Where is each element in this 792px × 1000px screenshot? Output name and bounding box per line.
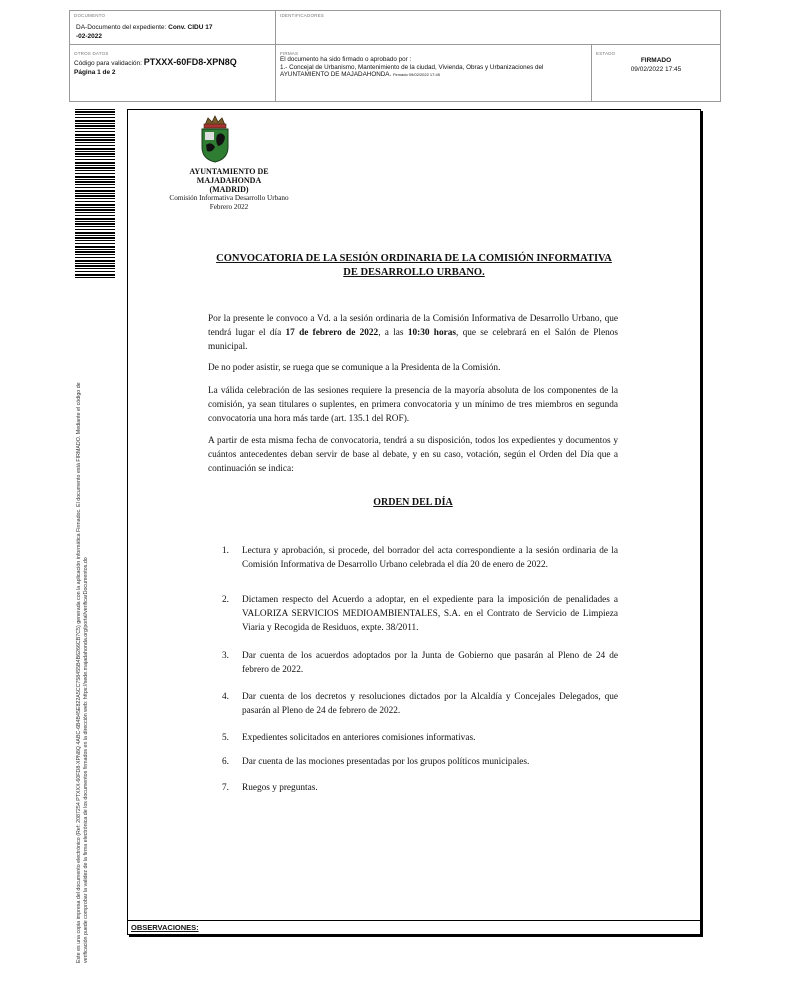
p1-text-b: , a las [378,328,408,338]
documento-label: DOCUMENTO [74,13,106,18]
agenda-item [222,781,618,795]
estado-value: FIRMADO [640,57,672,64]
verification-sidebar-text [76,303,90,963]
p1-text-a: Por la presente le convoco a Vd. a la sesión ordinaria de la Comisión Informativa de Desarrollo Urbano, que tendrá lugar el día [208,314,618,338]
session-time: 10:30 horas [407,328,456,338]
org-name-line-1: AYUNTAMIENTO DE [189,167,269,176]
firmas-cell [276,45,592,101]
documento-prefix: DA-Documento del expediente: [76,24,169,31]
agenda-item-number: 2. [222,595,229,605]
org-commission: Comisión Informativa Desarrollo Urbano [169,194,289,202]
agenda-item-number: 6. [222,757,229,767]
page-indicator: Página 1 de 2 [74,69,116,76]
documento-value-2: -02-2022 [76,33,103,40]
agenda-item-text: Dar cuenta de los acuerdos adoptados por la Junta de Gobierno que pasarán al Pleno de 24 de febrero de 2022. [242,651,618,675]
document-title [205,252,623,280]
agenda-item-text: Dar cuenta de los decretos y resoluciones dictados por la Alcaldía y Concejales Delegados, que pasarán al Pleno de 24 de febrero de 2022. [242,692,618,716]
estado-date: 09/02/2022 17:45 [630,66,682,73]
coat-of-arms-logo [198,115,232,163]
agenda-item-number: 5. [222,733,229,743]
document-header [69,10,721,102]
firmas-signed-date: Firmado 09/02/2022 17:45 [393,72,440,77]
identificadores-cell [276,11,720,45]
verification-line-1: Este es una copia impresa del documento electrónico (Ref: 2087254 PTXXX-60FD8-XPN8Q 4ABC-6B4B45E822A5CC758455B4B6266CB7C5) generada con la aplicación informática Firmadoc. El documento está FIRMADO. Mediante el código de [76,382,82,963]
otros-datos-cell [70,45,276,101]
paragraph-quorum: La válida celebración de las sesiones requiere la presencia de la mayoría absoluta de los componentes de la comisión, ya sean titulares o suplentes, en primera convocatoria y un mínimo de tres miembros en segunda convocatoria una hora más tarde (art. 135.1 del ROF). [208,386,618,424]
documento-cell [70,11,276,45]
barcode [75,109,115,279]
organization-block [156,167,302,212]
agenda-item-number: 3. [222,651,229,661]
agenda-item-number: 4. [222,692,229,702]
org-date: Febrero 2022 [209,203,249,211]
agenda-item [222,755,618,769]
agenda-item [222,731,618,745]
codigo-prefix: Código para validación: [74,60,144,67]
document-title-line-1: CONVOCATORIA DE LA SESIÓN ORDINARIA DE LA COMISIÓN INFORMATIVA [216,253,612,264]
paragraph-convocation [208,312,618,354]
firmas-line-3: AYUNTAMIENTO DE MAJADAHONDA. [280,71,392,78]
estado-label: ESTADO [596,51,616,56]
agenda-item-text: Dar cuenta de las mociones presentadas por los grupos políticos municipales. [242,757,530,767]
org-region: (MADRID) [209,185,249,194]
org-name-line-2: MAJADAHONDA [196,176,262,185]
agenda-item [222,544,618,572]
documento-value: Conv. CIDU 17 [168,24,213,31]
observaciones-field: OBSERVACIONES: [128,920,700,934]
p1-text-c: , que se celebrará en el Salón de Plenos municipal. [208,328,618,352]
agenda-item-text: Dictamen respecto del Acuerdo a adoptar, en el expediente para la imposición de penalidades a VALORIZA SERVICIOS MEDIOAMBIENTALES, S.A. en el Contrato de Servicio de Limpieza Viaria y Recogida de Residuos, expte. 38/2011. [242,595,618,633]
agenda-item-text: Ruegos y preguntas. [242,783,318,793]
codigo-validacion: PTXXX-60FD8-XPN8Q [143,57,237,67]
verification-line-2: verificación puede comprobar la validez de la firma electrónica de los documentos firmados en la dirección web: https://sede.majadahonda.org/portal/verificarDocumentos.do [83,557,89,963]
agenda-item [222,593,618,635]
paragraph-documents: A partir de esta misma fecha de convocatoria, tendrá a su disposición, todos los expedientes y documentos y cuántos antecedentes deban servir de base al debate, y en su caso, votación, según el Orden del Día que a continuación se indica: [208,436,618,474]
agenda-item [222,649,618,677]
agenda-item-number: 7. [222,783,229,793]
document-title-line-2: DE DESARROLLO URBANO. [343,267,485,278]
session-date: 17 de febrero de 2022 [285,328,379,338]
firmas-line-2: 1.- Concejal de Urbanismo, Mantenimiento de la ciudad, Vivienda, Obras y Urbanizaciones del [280,63,544,71]
firmas-label: FIRMAS [280,51,299,56]
paragraph-absence: De no poder asistir, se ruega que se comunique a la Presidenta de la Comisión. [208,363,501,373]
agenda-item-text: Expedientes solicitados en anteriores comisiones informativas. [242,733,476,743]
otros-datos-label: OTROS DATOS [74,51,109,56]
agenda-title: ORDEN DEL DÍA [373,497,453,508]
document-page-frame [127,109,701,935]
estado-cell [592,45,720,101]
agenda-item-text: Lectura y aprobación, si procede, del borrador del acta correspondiente a la sesión ordinaria de la Comisión Informativa de Desarrollo Urbano celebrada el día 20 de enero de 2022. [242,546,618,570]
identificadores-label: IDENTIFICADORES [280,13,325,18]
firmas-line-1: El documento ha sido firmado o aprobado por : [280,56,412,63]
agenda-item [222,690,618,718]
agenda-item-number: 1. [222,546,229,556]
